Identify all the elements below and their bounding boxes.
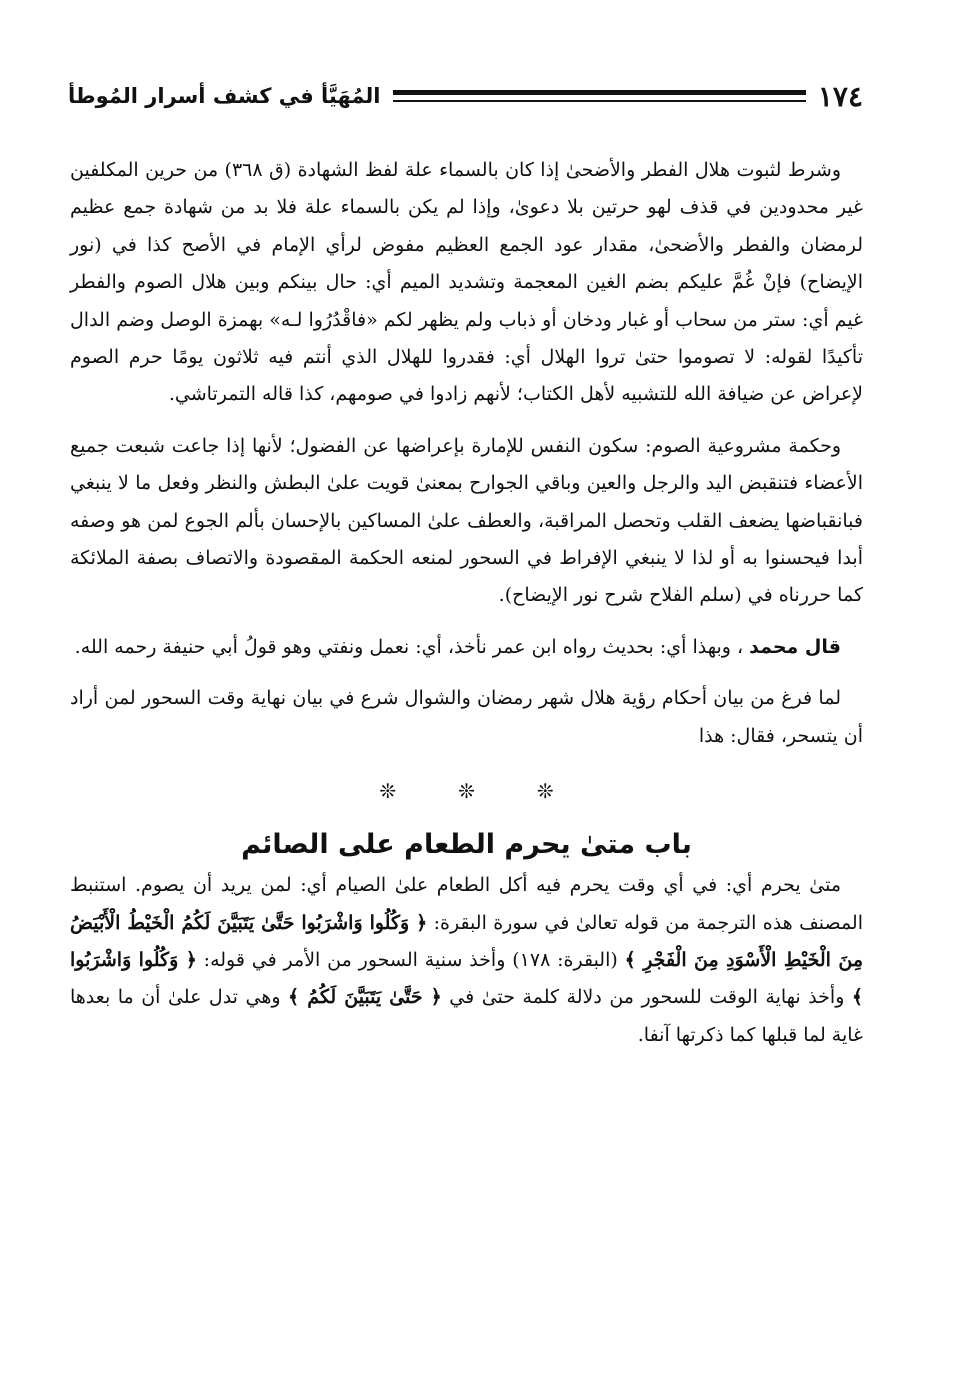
paragraph-transition: لما فرغ من بيان أحكام رؤية هلال شهر رمضان والشوال شرع في بيان نهاية وقت السحور لمن أراد أن يتسحر، فقال: هذا: [70, 687, 863, 747]
paragraph-wisdom-of-fasting: وحكمة مشروعية الصوم: سكون النفس للإمارة بإعراضها عن الفضول؛ لأنها إذا جاعت شبعت جميع الأعضاء فتنقبض اليد والرجل والعين وباقي الجوارح بمعنىٰ قويت علىٰ البطش والنظر وفعل ما لا ينبغي فبانقباضها يضعف القلب وتحصل المراقبة، والعطف علىٰ المساكين بالإحسان بألم الجوع لمن هو وصفه أبدا فيحسنوا به أو لذا لا ينبغي الإفراط في السحور لمنعه الحكمة المقصودة والاتصاف بصفة الملائكة كما حررناه في (سلم الفلاح شرح نور الإيضاح).: [70, 434, 863, 607]
chapter-text-part4: وهي تدل علىٰ أن ما بعدها غاية لما قبلها كما ذكرتها آنفا.: [70, 986, 863, 1046]
quran-verse-2: ﴿ وَكُلُوا وَاشْرَبُوا ﴾: [70, 948, 864, 1009]
paragraph-moon-sighting: وشرط لثبوت هلال الفطر والأضحىٰ إذا كان بالسماء علة لفظ الشهادة (ق ٣٦٨) من حرين المكلفين غير محدودين في قذف لهو حرتين بلا دعوىٰ، وإذا لم يكن بالسماء علة فلا بد من شهادة جمع عظيم لرمضان والفطر والأضحىٰ، مقدار عود الجمع العظيم مفوض لرأي الإمام في الأصح كذا في (نور الإيضاح) فإنْ غُمَّ عليكم بضم الغين المعجمة وتشديد الميم أي: حال بينكم وبين هلال الصوم والفطر غيم أي: ستر من سحاب أو غبار ودخان أو ذباب ولم يظهر لكم «فاقْدُرُوا لـه» بهمزة الوصل وضم الدال تأكيدًا لقوله: لا تصوموا حتىٰ تروا الهلال أي: فقدروا للهلال الذي أنتم فيه ثلاثون يومًا حرم الصوم لإعراض عن ضيافة الله للتشبيه لأهل الكتاب؛ لأنهم زادوا في صومهم، كذا قاله التمرتاشي.: [70, 159, 863, 406]
section-divider: [70, 779, 863, 803]
qala-muhammad-text: ، وبهذا أي: بحديث رواه ابن عمر نأخذ، أي: نعمل ونفتي وهو قولُ أبي حنيفة رحمه الله.: [74, 635, 744, 658]
paragraph-qala-muhammad: [70, 629, 863, 666]
qala-muhammad-label: قال محمد: [749, 635, 841, 658]
quran-verse-3: ﴿ حَتَّىٰ يَتَبَيَّنَ لَكُمُ ﴾: [288, 986, 442, 1009]
chapter-title: باب متىٰ يحرم الطعام على الصائم: [241, 829, 692, 861]
asterism-icon: ❊: [379, 779, 397, 804]
body-text: [70, 152, 863, 1054]
page-number: ١٧٤: [817, 79, 863, 113]
asterism-icon: ❊: [458, 779, 475, 804]
header-rule: [393, 90, 806, 102]
running-title: المُهَيَّأ في كشف أسرار المُوطأ: [68, 84, 381, 108]
chapter-text-part2: (البقرة: ١٧٨) وأخذ سنية السحور من الأمر في قوله:: [196, 948, 625, 971]
quran-verse-1: ﴿ وَكُلُوا وَاشْرَبُوا حَتَّىٰ يَتَبَيَّنَ لَكُمُ الْخَيْطُ الْأَبْيَضُ مِنَ الْخَيْطِ الْأَسْوَدِ مِنَ الْفَجْرِ ﴾: [70, 911, 864, 971]
chapter-text-part1: متىٰ يحرم أي: في أي وقت يحرم فيه أكل الطعام علىٰ الصيام أي: لمن يريد أن يصوم. استنبط المصنف هذه الترجمة من قوله تعالىٰ في سورة البقرة:: [70, 874, 863, 934]
asterism-icon: ❊: [536, 779, 554, 804]
paragraph-chapter-explanation: [70, 867, 863, 1054]
page-header: [68, 76, 863, 116]
chapter-text-part3: وأخذ نهاية الوقت للسحور من دلالة كلمة حتىٰ في: [441, 986, 852, 1009]
